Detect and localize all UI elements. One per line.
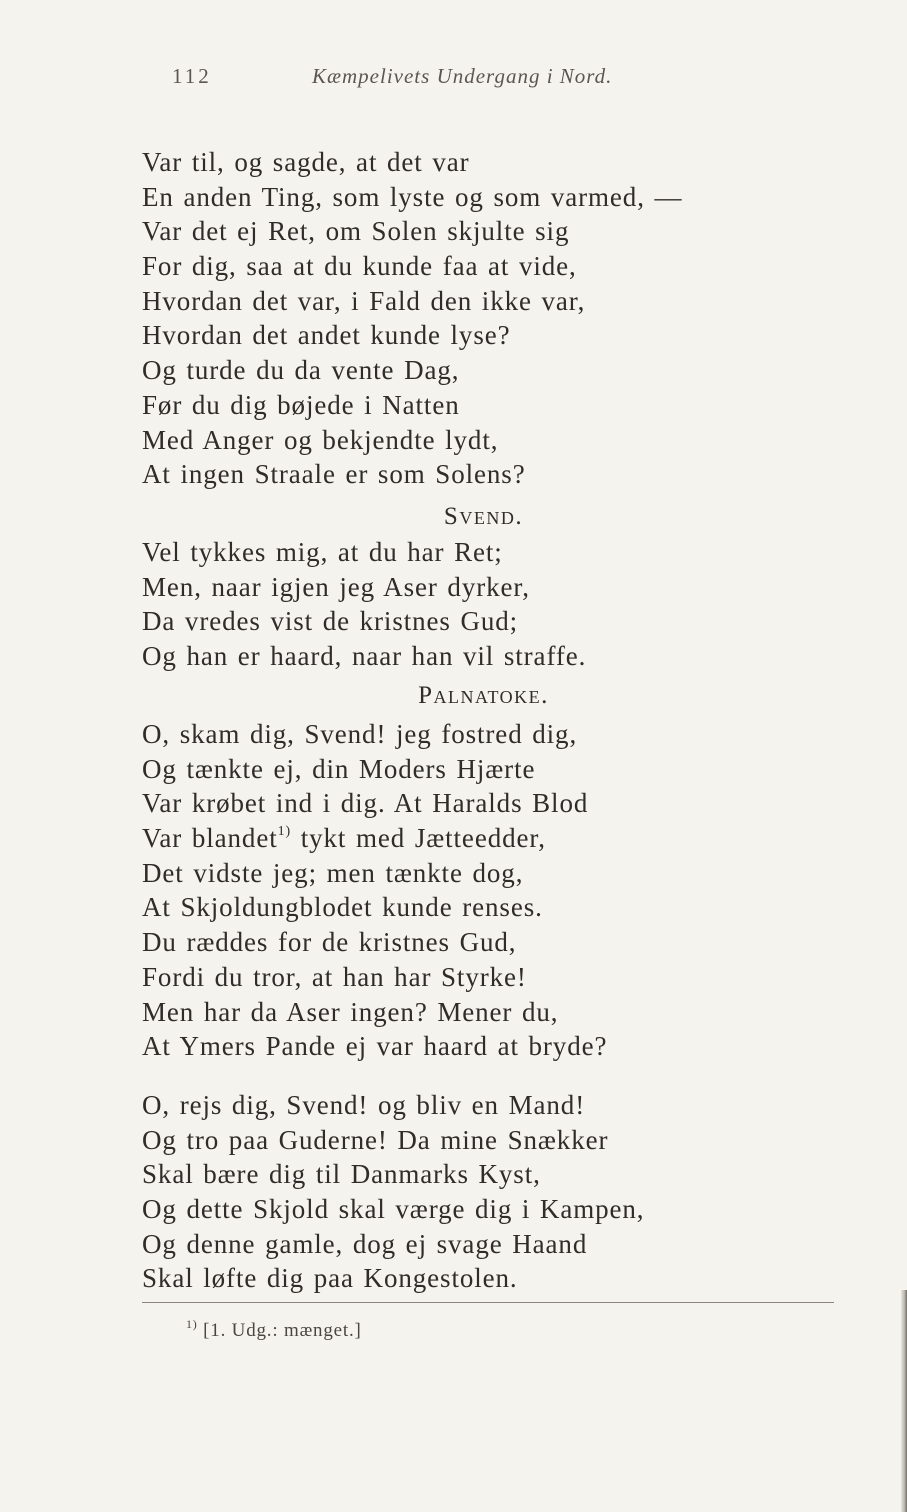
verse-line: Da vredes vist de kristnes Gud; bbox=[142, 606, 519, 637]
verse-line: Og turde du da vente Dag, bbox=[142, 355, 460, 386]
verse-line: At Skjoldungblodet kunde renses. bbox=[142, 892, 543, 923]
verse-line: At Ymers Pande ej var haard at bryde? bbox=[142, 1031, 608, 1062]
verse-line: O, skam dig, Svend! jeg fostred dig, bbox=[142, 719, 578, 749]
footnote-divider bbox=[142, 1302, 834, 1303]
verse-line: Fordi du tror, at han har Styrke! bbox=[142, 961, 527, 992]
verse-line: Hvordan det var, i Fald den ikke var, bbox=[142, 285, 586, 316]
verse-stanza-2 bbox=[142, 535, 586, 674]
verse-line: En anden Ting, som lyste og som varmed, — bbox=[142, 181, 683, 212]
verse-line: Og tro paa Guderne! Da mine Snækker bbox=[142, 1124, 609, 1155]
verse-line: Du ræddes for de kristnes Gud, bbox=[142, 927, 517, 958]
running-title: Kæmpelivets Undergang i Nord. bbox=[312, 64, 613, 88]
verse-line: Og tænkte ej, din Moders Hjærte bbox=[142, 753, 536, 784]
speaker-name-svend: Svend. bbox=[443, 503, 524, 530]
verse-line: At ingen Straale er som Solens? bbox=[142, 459, 526, 490]
verse-line: Og denne gamle, dog ej svage Haand bbox=[142, 1228, 588, 1259]
verse-line: Skal løfte dig paa Kongestolen. bbox=[142, 1263, 518, 1294]
page-header bbox=[0, 64, 907, 94]
verse-line: Det vidste jeg; men tænkte dog, bbox=[142, 857, 524, 888]
verse-line: Og han er haard, naar han vil straffe. bbox=[142, 641, 587, 672]
verse-line-end: tykt med Jætteedder, bbox=[291, 823, 546, 854]
footnote bbox=[186, 1317, 362, 1342]
verse-line: Var det ej Ret, om Solen skjulte sig bbox=[142, 216, 570, 247]
verse-stanza-3 bbox=[142, 717, 607, 1064]
verse-line: Skal bære dig til Danmarks Kyst, bbox=[142, 1159, 541, 1190]
verse-line: For dig, saa at du kunde faa at vide, bbox=[142, 251, 577, 282]
verse-line: Hvordan det andet kunde lyse? bbox=[142, 320, 511, 351]
verse-line-start: Var blandet bbox=[142, 823, 278, 854]
footnote-text: [1. Udg.: mænget.] bbox=[197, 1320, 362, 1341]
verse-line: Og dette Skjold skal værge dig i Kampen, bbox=[142, 1194, 645, 1225]
footnote-marker: 1) bbox=[186, 1317, 198, 1331]
speaker-name-palnatoke: Palnatoke. bbox=[418, 682, 549, 709]
verse-line: Før du dig bøjede i Natten bbox=[142, 389, 460, 420]
verse-line-with-footnote bbox=[142, 821, 607, 856]
verse-line: Vel tykkes mig, at du har Ret; bbox=[142, 537, 503, 567]
verse-line: Var krøbet ind i dig. At Haralds Blod bbox=[142, 788, 589, 819]
verse-line: Men, naar igjen jeg Aser dyrker, bbox=[142, 571, 530, 602]
verse-stanza-4 bbox=[142, 1088, 644, 1296]
verse-line: Med Anger og bekjendte lydt, bbox=[142, 424, 499, 455]
verse-stanza-1 bbox=[142, 145, 682, 492]
footnote-reference: 1) bbox=[277, 824, 292, 840]
page-number: 112 bbox=[172, 64, 212, 88]
page-edge-shadow bbox=[901, 1290, 907, 1512]
verse-line: O, rejs dig, Svend! og bliv en Mand! bbox=[142, 1090, 586, 1120]
verse-line: Men har da Aser ingen? Mener du, bbox=[142, 996, 559, 1027]
verse-line: Var til, og sagde, at det var bbox=[142, 147, 470, 177]
